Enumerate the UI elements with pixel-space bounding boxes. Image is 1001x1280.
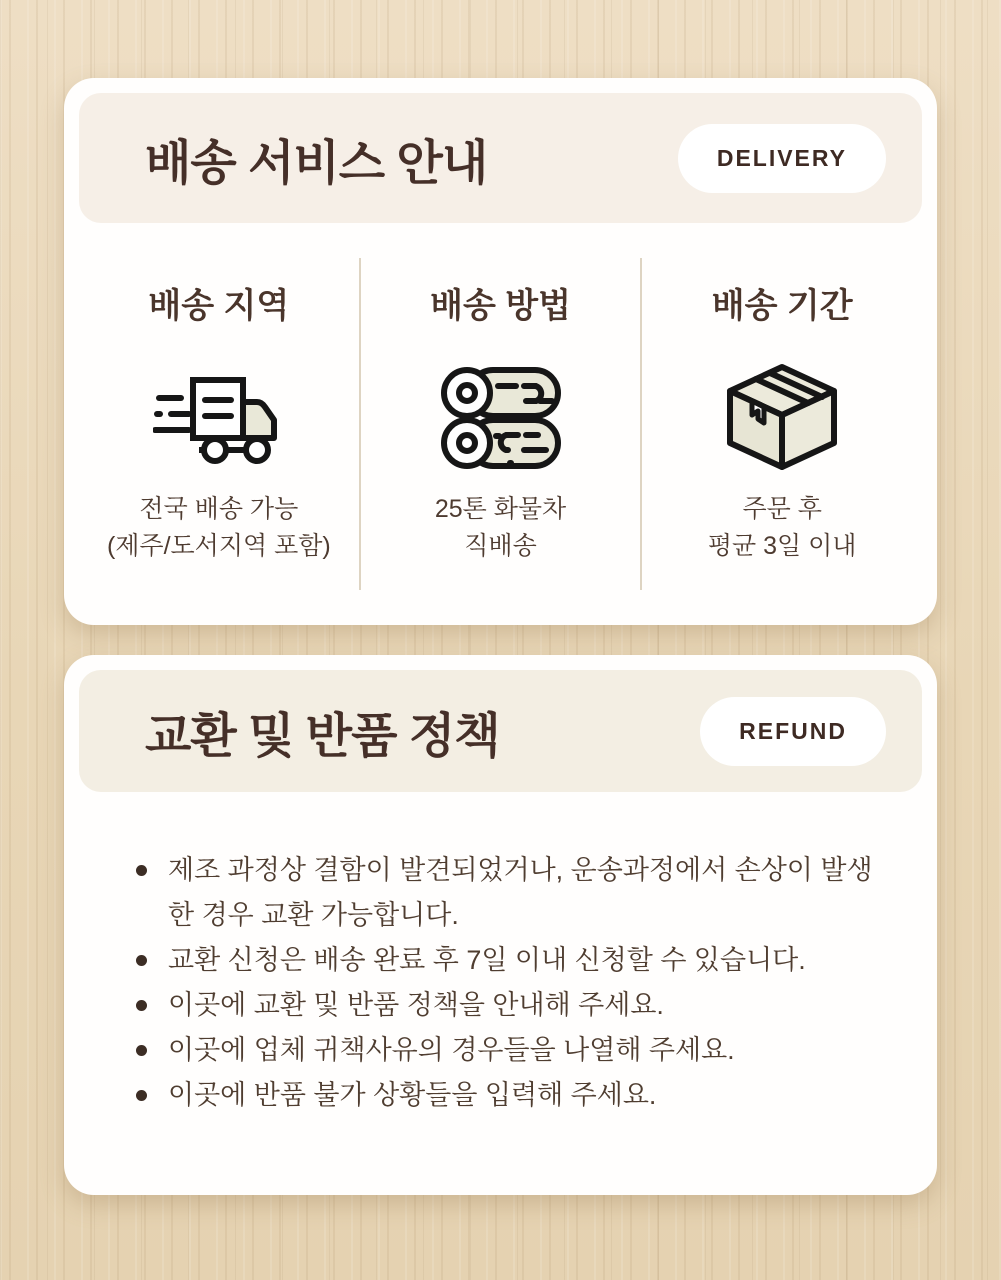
delivery-method-caption-line2: 직배송 — [464, 532, 537, 560]
delivery-method-heading: 배송 방법 — [430, 287, 571, 325]
delivery-method-caption-line1: 25톤 화물차 — [434, 495, 567, 523]
delivery-area-caption — [107, 491, 331, 565]
delivery-method-column — [359, 258, 641, 590]
delivery-area-heading: 배송 지역 — [148, 287, 290, 325]
delivery-info-card — [64, 78, 937, 625]
delivery-area-caption-line2: (제주/도서지역 포함) — [106, 532, 331, 560]
refund-policy-item: 이곳에 업체 귀책사유의 경우들을 나열해 주세요. — [134, 1028, 879, 1073]
delivery-card-header — [79, 93, 922, 223]
delivery-period-heading: 배송 기간 — [711, 287, 853, 325]
delivery-period-caption-line2: 평균 3일 이내 — [707, 532, 857, 560]
timber-logs-icon — [440, 353, 562, 483]
refund-card-header — [79, 670, 922, 792]
refund-policy-item: 이곳에 반품 불가 상황들을 입력해 주세요. — [134, 1073, 879, 1118]
delivery-period-caption-line1: 주문 후 — [742, 495, 822, 523]
refund-policy-list — [134, 848, 879, 1118]
refund-policy-item: 교환 신청은 배송 완료 후 7일 이내 신청할 수 있습니다. — [134, 938, 879, 983]
refund-card-title: 교환 및 반품 정책 — [145, 709, 500, 763]
package-box-icon — [726, 353, 838, 483]
delivery-columns — [79, 258, 922, 590]
delivery-period-caption — [708, 491, 857, 565]
refund-policy-item: 이곳에 교환 및 반품 정책을 안내해 주세요. — [134, 983, 879, 1028]
refund-policy-item: 제조 과정상 결함이 발견되었거나, 운송과정에서 손상이 발생한 경우 교환 가능합니다. — [134, 848, 879, 938]
refund-badge: REFUND — [700, 697, 886, 766]
refund-policy-card — [64, 655, 937, 1195]
delivery-card-title: 배송 서비스 안내 — [145, 136, 488, 190]
delivery-area-column — [79, 258, 359, 590]
delivery-badge: DELIVERY — [678, 124, 886, 193]
delivery-area-caption-line1: 전국 배송 가능 — [139, 495, 299, 523]
delivery-method-caption — [435, 491, 566, 565]
shipping-truck-icon — [153, 353, 285, 483]
delivery-period-column — [640, 258, 922, 590]
